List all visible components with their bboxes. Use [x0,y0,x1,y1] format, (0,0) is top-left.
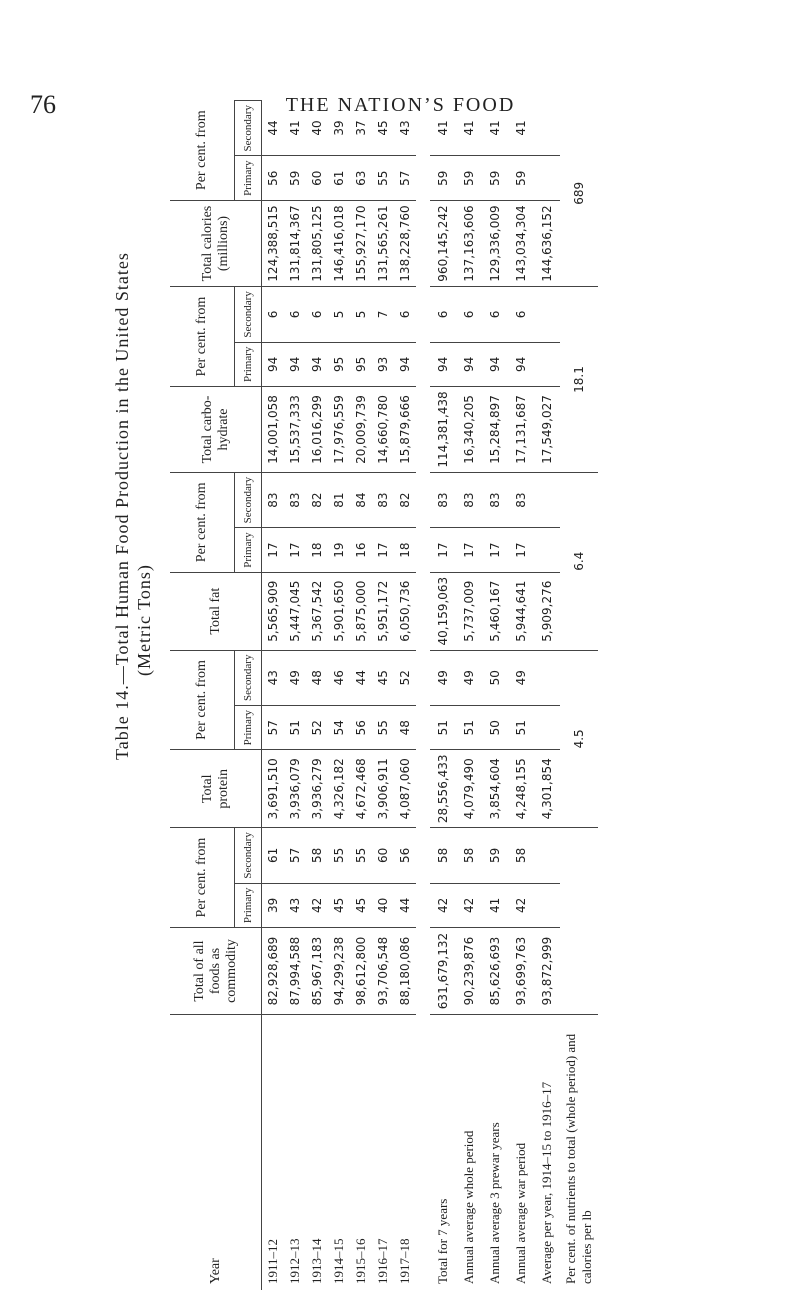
cell-fat: 5,737,009 [456,572,482,650]
cell-f-pri: 17 [508,528,534,572]
cell-p-sec: 58 [456,828,482,883]
cell-cal: 960,145,242 [430,200,456,286]
header-foods-per-cent: Per cent. from [170,828,235,928]
cell-carbo: 17,131,687 [508,387,534,473]
cell-c-pri: 94 [482,342,508,386]
cell-fat: 5,901,650 [328,572,350,650]
cell-c-sec: 6 [394,287,416,342]
cell-p-sec: 60 [372,828,394,883]
cell-c-sec: 5 [350,287,372,342]
cell-fat: 5,909,276 [534,572,560,650]
header-protein-per-cent: Per cent. from [170,650,235,750]
cell-pr-sec: 49 [430,650,456,705]
cell-cal: 124,388,515 [262,200,285,286]
cell-pr-sec [534,650,560,705]
cell-p-sec: 56 [394,828,416,883]
cell-f-sec: 83 [508,472,534,527]
cell-f-pri: 17 [262,528,285,572]
percent-carbo: 18.1 [560,287,598,473]
cell-cal-sec: 41 [508,101,534,156]
cell-cal-pri: 60 [306,156,328,200]
cell-pr-sec: 46 [328,650,350,705]
header-total-carbo: Total carbo-hydrate [170,387,262,473]
row-label: 1913–14 [306,1015,328,1290]
cell-cal: 146,416,018 [328,200,350,286]
cell-foods: 88,180,086 [394,928,416,1015]
cell-cal-sec: 37 [350,101,372,156]
cell-cal-sec: 41 [284,101,306,156]
cell-foods: 93,872,999 [534,928,560,1015]
cell-foods: 82,928,689 [262,928,285,1015]
header-secondary: Secondary [235,650,262,705]
cell-f-pri: 17 [456,528,482,572]
cell-cal: 131,805,125 [306,200,328,286]
cell-pr-sec: 48 [306,650,328,705]
cell-pr-pri: 57 [262,705,285,749]
cell-fat: 6,050,736 [394,572,416,650]
cell-foods: 98,612,800 [350,928,372,1015]
cell-p-pri: 45 [350,883,372,927]
row-label: 1917–18 [394,1015,416,1290]
cell-carbo: 15,284,897 [482,387,508,473]
cell-protein: 28,556,433 [430,750,456,828]
cell-cal-pri: 57 [394,156,416,200]
cell-p-sec: 55 [328,828,350,883]
cell-f-pri: 17 [430,528,456,572]
cell-p-pri: 43 [284,883,306,927]
cell-pr-pri: 51 [508,705,534,749]
cell-cal-sec: 41 [456,101,482,156]
cell-p-sec: 59 [482,828,508,883]
cell-foods: 631,679,132 [430,928,456,1015]
cell-fat: 5,460,167 [482,572,508,650]
table-body [262,101,599,1290]
cell-c-sec: 6 [306,287,328,342]
row-label: 1915–16 [350,1015,372,1290]
cell-pr-sec: 44 [350,650,372,705]
cell-pr-pri: 48 [394,705,416,749]
header-year: Year [170,1015,262,1290]
header-primary: Primary [235,883,262,927]
cell-c-pri: 95 [328,342,350,386]
per-cent-nutrients-row [560,101,598,1290]
cell-cal: 137,163,606 [456,200,482,286]
cell-fat: 5,367,542 [306,572,328,650]
cell-c-pri: 94 [262,342,285,386]
cell-c-sec: 6 [482,287,508,342]
cell-protein: 4,087,060 [394,750,416,828]
cell-f-sec: 83 [482,472,508,527]
cell-protein: 4,326,182 [328,750,350,828]
cell-c-pri: 94 [394,342,416,386]
cell-pr-pri: 52 [306,705,328,749]
cell-protein: 4,248,155 [508,750,534,828]
cell-cal-sec: 41 [430,101,456,156]
cell-c-sec: 6 [508,287,534,342]
cell-pr-pri: 51 [430,705,456,749]
table-row [430,101,456,1290]
spacer-row [416,101,430,1290]
cell-cal: 144,636,152 [534,200,560,286]
header-fat-per-cent: Per cent. from [170,472,235,572]
cell-cal-pri: 59 [456,156,482,200]
cell-foods: 90,239,876 [456,928,482,1015]
cell-cal-sec: 45 [372,101,394,156]
cell-f-sec: 83 [284,472,306,527]
cell-pr-sec: 43 [262,650,285,705]
cell-carbo: 114,381,438 [430,387,456,473]
header-total-calories: Total calories (millions) [170,200,262,286]
cell-cal: 131,814,367 [284,200,306,286]
cell-cal-sec: 44 [262,101,285,156]
cell-p-sec: 58 [508,828,534,883]
cell-pr-sec: 49 [508,650,534,705]
cell-pr-sec: 50 [482,650,508,705]
cell-p-pri: 42 [430,883,456,927]
cell-protein: 3,691,510 [262,750,285,828]
cell-pr-pri [534,705,560,749]
cell-cal-sec: 40 [306,101,328,156]
cell-carbo: 16,340,205 [456,387,482,473]
cell-p-pri: 42 [456,883,482,927]
row-label: Total for 7 years [430,1015,456,1290]
cell-pr-sec: 49 [284,650,306,705]
cell-carbo: 14,001,058 [262,387,285,473]
cell-fat: 5,875,000 [350,572,372,650]
cell-protein: 3,936,079 [284,750,306,828]
cell-pr-pri: 51 [284,705,306,749]
table-row [456,101,482,1290]
header-primary: Primary [235,156,262,200]
cell-f-sec [534,472,560,527]
cell-cal-pri: 59 [508,156,534,200]
cell-p-pri: 45 [328,883,350,927]
cell-f-pri: 16 [350,528,372,572]
cell-cal: 129,336,009 [482,200,508,286]
cell-c-sec: 6 [456,287,482,342]
cell-c-sec: 6 [262,287,285,342]
table-row [372,101,394,1290]
cell-foods: 94,299,238 [328,928,350,1015]
table-row [306,101,328,1290]
header-total-protein: Total protein [170,750,262,828]
cell-cal-pri: 61 [328,156,350,200]
cell-c-pri: 95 [350,342,372,386]
row-label: 1916–17 [372,1015,394,1290]
cell-f-sec: 84 [350,472,372,527]
cell-f-sec: 83 [262,472,285,527]
cell-p-sec: 55 [350,828,372,883]
cell-f-pri: 19 [328,528,350,572]
cell-foods: 85,626,693 [482,928,508,1015]
table-caption: Table 14.—Total Human Food Production in the United States [112,252,133,760]
cell-f-pri [534,528,560,572]
header-primary: Primary [235,528,262,572]
header-total-foods: Total of all foods as commodity [170,928,262,1015]
cell-p-sec: 61 [262,828,285,883]
cell-fat: 5,447,045 [284,572,306,650]
food-production-table [170,100,598,1290]
cell-c-sec [534,287,560,342]
header-carbo-per-cent: Per cent. from [170,287,235,387]
cell-cal-sec: 43 [394,101,416,156]
cell-fat: 40,159,063 [430,572,456,650]
cell-pr-pri: 55 [372,705,394,749]
cell-carbo: 15,537,333 [284,387,306,473]
running-head: THE NATION’S FOOD [0,94,801,117]
cell-protein: 4,301,854 [534,750,560,828]
cell-cal-pri: 59 [284,156,306,200]
header-total-fat: Total fat [170,572,262,650]
cell-foods: 85,967,183 [306,928,328,1015]
cell-foods: 93,699,763 [508,928,534,1015]
cell-carbo: 20,009,739 [350,387,372,473]
header-secondary: Secondary [235,472,262,527]
cell-cal-sec: 39 [328,101,350,156]
header-primary: Primary [235,705,262,749]
cell-c-sec: 7 [372,287,394,342]
table-row [350,101,372,1290]
cell-cal-sec: 41 [482,101,508,156]
cell-c-pri: 94 [430,342,456,386]
calories-per-lb: 689 [560,101,598,287]
cell-p-sec: 58 [430,828,456,883]
cell-c-pri [534,342,560,386]
cell-f-sec: 83 [372,472,394,527]
cell-c-sec: 6 [430,287,456,342]
header-primary: Primary [235,342,262,386]
cell-f-sec: 82 [306,472,328,527]
page-number: 76 [30,90,56,120]
cell-c-sec: 5 [328,287,350,342]
cell-pr-pri: 54 [328,705,350,749]
header-secondary: Secondary [235,287,262,342]
cell-protein: 3,906,911 [372,750,394,828]
cell-f-sec: 83 [430,472,456,527]
cell-pr-pri: 56 [350,705,372,749]
cell-p-pri: 42 [508,883,534,927]
cell-protein: 3,854,604 [482,750,508,828]
cell-p-pri: 39 [262,883,285,927]
cell-p-pri: 41 [482,883,508,927]
cell-cal-pri: 63 [350,156,372,200]
cell-cal-pri: 56 [262,156,285,200]
row-label: Annual average whole period [456,1015,482,1290]
header-secondary: Secondary [235,828,262,883]
cell-carbo: 16,016,299 [306,387,328,473]
cell-cal-pri [534,156,560,200]
row-label: Annual average 3 prewar years [482,1015,508,1290]
cell-f-sec: 83 [456,472,482,527]
row-label: 1914–15 [328,1015,350,1290]
cell-cal-pri: 59 [482,156,508,200]
rotated-table-wrapper [170,100,775,1290]
table-row [394,101,416,1290]
cell-cal: 143,034,304 [508,200,534,286]
cell-cal-pri: 55 [372,156,394,200]
cell-p-pri: 44 [394,883,416,927]
cell-cal-pri: 59 [430,156,456,200]
table-row [284,101,306,1290]
row-label: Average per year, 1914–15 to 1916–17 [534,1015,560,1290]
cell-p-sec: 58 [306,828,328,883]
row-label: Per cent. of nutrients to total (whole period) and calories per lb [560,1015,598,1290]
cell-p-sec [534,828,560,883]
cell-f-sec: 82 [394,472,416,527]
cell-c-pri: 94 [284,342,306,386]
table-row [262,101,285,1290]
cell-pr-sec: 52 [394,650,416,705]
cell-c-sec: 6 [284,287,306,342]
cell-p-pri: 42 [306,883,328,927]
cell-foods: 87,994,588 [284,928,306,1015]
table-row [328,101,350,1290]
cell-f-pri: 17 [372,528,394,572]
header-calories-per-cent: Per cent. from [170,101,235,201]
cell-carbo: 17,976,559 [328,387,350,473]
row-label: Annual average war period [508,1015,534,1290]
cell-fat: 5,951,172 [372,572,394,650]
row-label: 1912–13 [284,1015,306,1290]
cell-protein: 4,672,468 [350,750,372,828]
cell-fat: 5,944,641 [508,572,534,650]
cell-carbo: 17,549,027 [534,387,560,473]
cell-c-pri: 93 [372,342,394,386]
percent-fat: 6.4 [560,472,598,650]
table-row [482,101,508,1290]
cell-f-pri: 18 [306,528,328,572]
cell-f-pri: 17 [284,528,306,572]
cell-p-sec: 57 [284,828,306,883]
cell-f-pri: 18 [394,528,416,572]
cell-cal-sec [534,101,560,156]
cell-pr-sec: 49 [456,650,482,705]
percent-protein: 4.5 [560,650,598,828]
cell-protein: 4,079,490 [456,750,482,828]
cell-protein: 3,936,279 [306,750,328,828]
cell-c-pri: 94 [508,342,534,386]
cell-f-sec: 81 [328,472,350,527]
cell-cal: 155,927,170 [350,200,372,286]
cell-cal: 131,565,261 [372,200,394,286]
cell-c-pri: 94 [306,342,328,386]
table-row [534,101,560,1290]
cell-pr-pri: 50 [482,705,508,749]
cell-cal: 138,228,760 [394,200,416,286]
header-secondary: Secondary [235,101,262,156]
table-row [508,101,534,1290]
cell-p-pri [534,883,560,927]
cell-c-pri: 94 [456,342,482,386]
cell-fat: 5,565,909 [262,572,285,650]
row-label: 1911–12 [262,1015,285,1290]
cell-p-pri: 40 [372,883,394,927]
cell-f-pri: 17 [482,528,508,572]
table-caption-sub: (Metric Tons) [134,564,155,676]
cell-foods: 93,706,548 [372,928,394,1015]
cell-pr-sec: 45 [372,650,394,705]
cell-carbo: 14,660,780 [372,387,394,473]
cell-carbo: 15,879,666 [394,387,416,473]
cell-pr-pri: 51 [456,705,482,749]
